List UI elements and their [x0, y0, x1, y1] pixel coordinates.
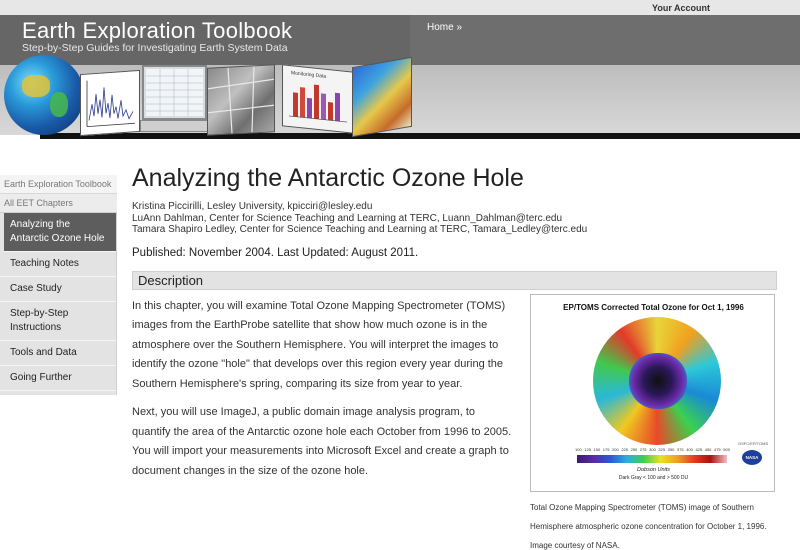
3d-chart-thumbnail-image — [282, 64, 354, 134]
graph-thumbnail-image — [80, 70, 140, 136]
colorbar-tick: 375 — [676, 446, 684, 452]
globe-land-shape — [50, 92, 68, 117]
site-header — [0, 0, 800, 140]
colorbar-tick: 350 — [667, 446, 675, 452]
home-link[interactable] — [427, 22, 462, 33]
colorbar-tick: 225 — [621, 446, 629, 452]
colorbar-tick: 400 — [686, 446, 693, 452]
author-list — [132, 201, 777, 236]
laptop-spreadsheet-image — [142, 65, 207, 120]
3d-chart-svg — [283, 65, 353, 132]
colorbar-tick: 425 — [695, 446, 703, 452]
colorbar-tick: 175 — [602, 446, 610, 452]
ozone-map-image[interactable] — [530, 294, 775, 492]
home-arrow-icon: » — [456, 22, 463, 33]
sidebar-eet-home-link[interactable]: Earth Exploration Toolbook — [0, 175, 117, 194]
aerial-roads-svg — [208, 65, 274, 134]
sidebar-item-case-study[interactable]: Case Study — [0, 277, 116, 302]
ozone-hole-area — [629, 353, 687, 409]
sidebar-item-going-further[interactable]: Going Further — [0, 366, 116, 391]
page-title: Analyzing the Antarctic Ozone Hole — [132, 164, 524, 192]
spreadsheet-grid-svg — [144, 67, 205, 118]
header-divider-bar — [40, 133, 800, 139]
chart-thumb-title: Monitoring Data — [291, 70, 327, 80]
figure-map-title: EP/TOMS Corrected Total Ozone for Oct 1, 1996 — [563, 302, 744, 312]
ozone-figure — [530, 294, 775, 550]
terrain-map-image — [352, 57, 412, 138]
colorbar-tick: 100 — [575, 446, 582, 452]
colorbar-ticks — [575, 447, 730, 452]
aerial-photo-image — [207, 64, 275, 136]
satellite-label: GSFC/EP/TOMS — [738, 440, 769, 446]
section-header-description: Description — [132, 271, 777, 290]
author-line: Kristina Piccirilli, Lesley University, kpicciri@lesley.edu — [132, 201, 373, 212]
colorbar-tick: 125 — [584, 446, 591, 452]
colorbar-tick: 150 — [593, 446, 601, 452]
colorbar-tick: 325 — [658, 446, 666, 452]
sidebar-menu — [0, 213, 117, 395]
sidebar-item-analyzing-ozone-hole[interactable]: Analyzing the Antarctic Ozone Hole — [4, 213, 116, 252]
your-account-link[interactable]: Your Account — [652, 3, 710, 13]
colorbar-tick: 450 — [704, 446, 712, 452]
home-label: Home — [427, 22, 454, 33]
author-line: LuAnn Dahlman, Center for Science Teaching and Learning at TERC, Luann_Dahlman@terc.edu — [132, 212, 563, 224]
top-strip — [0, 0, 800, 15]
nasa-logo-icon: NASA — [742, 450, 762, 465]
colorbar-note: Dark Gray < 100 and > 500 DU — [618, 474, 689, 481]
globe-land-shape — [22, 75, 50, 97]
colorbar-tick: 250 — [630, 446, 638, 452]
site-title[interactable]: Earth Exploration Toolbook — [22, 18, 293, 43]
author-line: Tamara Shapiro Ledley, Center for Science Teaching and Learning at TERC, Tamara_Ledley@terc.edu — [132, 224, 588, 235]
figure-caption: Total Ozone Mapping Spectrometer (TOMS) image of Southern Hemisphere atmospheric ozone concentration for October 1, 1996. Image courtesy of NASA. — [530, 502, 767, 550]
site-subtitle: Step-by-Step Guides for Investigating Earth System Data — [22, 42, 288, 54]
main-content — [132, 160, 777, 550]
description-paragraph: Next, you will use ImageJ, a public domain image analysis program, to quantify the area of the Antarctic ozone hole each October from 1996 to 2005. You will import your measurements into Microsoft Excel and create a graph to document changes in the size of the ozone hole. — [132, 406, 512, 477]
colorbar-tick: 300 — [649, 446, 656, 452]
colorbar — [577, 455, 727, 463]
sidebar — [0, 175, 117, 395]
graph-thumbnail-svg — [81, 71, 139, 135]
colorbar-tick: 500 — [723, 446, 730, 452]
colorbar-tick: 200 — [612, 446, 619, 452]
colorbar-tick: 475 — [713, 446, 721, 452]
publication-date: Published: November 2004. Last Updated: August 2011. — [132, 246, 419, 259]
sidebar-item-tools-and-data[interactable]: Tools and Data — [0, 341, 116, 366]
colorbar-units-label: Dobson Units — [636, 466, 671, 473]
sidebar-item-step-by-step[interactable]: Step-by-Step Instructions — [0, 302, 116, 341]
sidebar-all-chapters-link[interactable]: All EET Chapters — [0, 194, 117, 213]
sidebar-item-teaching-notes[interactable]: Teaching Notes — [0, 252, 116, 277]
laptop-base — [140, 120, 210, 132]
description-body — [132, 297, 777, 550]
colorbar-tick: 275 — [639, 446, 647, 452]
description-paragraph: In this chapter, you will examine Total Ozone Mapping Spectrometer (TOMS) images from the EarthProbe satellite that show how much ozone is in the atmosphere over the Southern Hemisphere. You will interpret the images to identify the ozone "hole" that develops over this region every year during the Southern Hemisphere's spring, comparing its size from year to year. — [132, 299, 506, 390]
